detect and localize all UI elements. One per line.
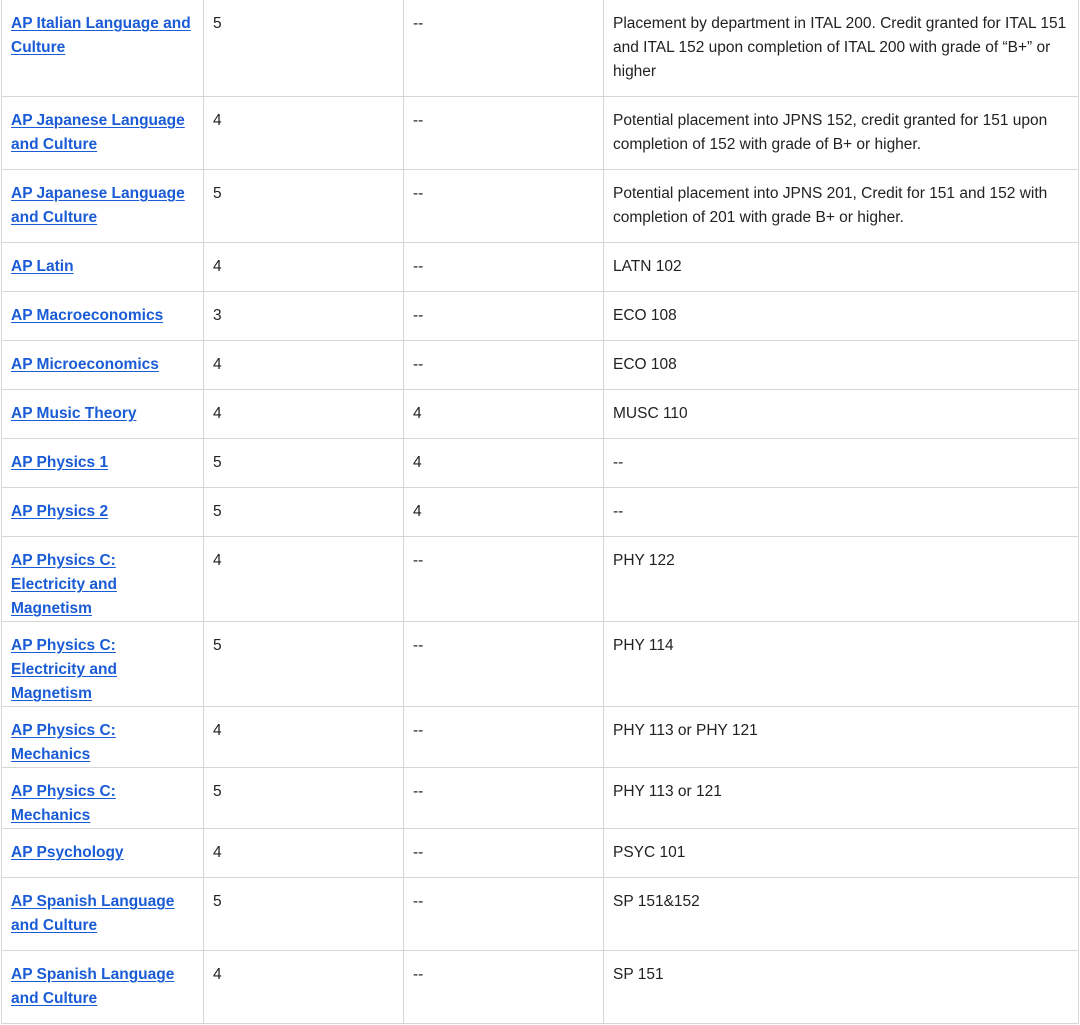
table-row <box>2 292 1079 341</box>
credit-cell: -- <box>604 439 1079 488</box>
exam-cell <box>2 878 204 951</box>
score-cell: 4 <box>204 243 404 292</box>
hours-cell: 4 <box>404 439 604 488</box>
score-cell: 4 <box>204 951 404 1024</box>
table-row <box>2 488 1079 537</box>
hours-cell: -- <box>404 97 604 170</box>
credit-cell: Potential placement into JPNS 152, credit granted for 151 upon completion of 152 with grade of B+ or higher. <box>604 97 1079 170</box>
exam-link[interactable]: AP Physics C: Electricity and Magnetism <box>11 552 117 617</box>
credit-cell: -- <box>604 488 1079 537</box>
credit-cell: Placement by department in ITAL 200. Credit granted for ITAL 151 and ITAL 152 upon completion of ITAL 200 with grade of “B+” or higher <box>604 0 1079 97</box>
hours-cell: -- <box>404 170 604 243</box>
exam-cell <box>2 768 204 829</box>
exam-link[interactable]: AP Psychology <box>11 844 124 861</box>
exam-cell <box>2 0 204 97</box>
exam-link[interactable]: AP Japanese Language and Culture <box>11 112 185 153</box>
exam-cell <box>2 537 204 622</box>
exam-cell <box>2 170 204 243</box>
table-row <box>2 622 1079 707</box>
exam-link[interactable]: AP Spanish Language and Culture <box>11 966 175 1007</box>
hours-cell: -- <box>404 707 604 768</box>
hours-cell: -- <box>404 243 604 292</box>
exam-link[interactable]: AP Physics 1 <box>11 454 109 471</box>
hours-cell: -- <box>404 0 604 97</box>
hours-cell: -- <box>404 341 604 390</box>
table-row <box>2 390 1079 439</box>
table-row <box>2 439 1079 488</box>
table-row <box>2 0 1079 97</box>
credit-cell: Potential placement into JPNS 201, Credit for 151 and 152 with completion of 201 with grade B+ or higher. <box>604 170 1079 243</box>
ap-credit-table <box>1 0 1079 1024</box>
hours-cell: -- <box>404 878 604 951</box>
exam-cell <box>2 390 204 439</box>
table-row <box>2 170 1079 243</box>
hours-cell: 4 <box>404 488 604 537</box>
table-row <box>2 537 1079 622</box>
exam-link[interactable]: AP Physics 2 <box>11 503 109 520</box>
credit-cell: PHY 113 or PHY 121 <box>604 707 1079 768</box>
table-row <box>2 97 1079 170</box>
table-row <box>2 951 1079 1024</box>
credit-cell: PHY 113 or 121 <box>604 768 1079 829</box>
score-cell: 5 <box>204 0 404 97</box>
exam-cell <box>2 622 204 707</box>
exam-cell <box>2 829 204 878</box>
exam-link[interactable]: AP Macroeconomics <box>11 307 164 324</box>
score-cell: 5 <box>204 768 404 829</box>
credit-cell: PSYC 101 <box>604 829 1079 878</box>
exam-link[interactable]: AP Italian Language and Culture <box>11 15 191 56</box>
hours-cell: -- <box>404 829 604 878</box>
credit-cell: ECO 108 <box>604 341 1079 390</box>
score-cell: 4 <box>204 537 404 622</box>
score-cell: 4 <box>204 97 404 170</box>
credit-cell: PHY 114 <box>604 622 1079 707</box>
exam-cell <box>2 951 204 1024</box>
table-row <box>2 341 1079 390</box>
table-row <box>2 878 1079 951</box>
exam-cell <box>2 707 204 768</box>
score-cell: 4 <box>204 707 404 768</box>
exam-cell <box>2 97 204 170</box>
exam-link[interactable]: AP Latin <box>11 258 74 275</box>
credit-cell: PHY 122 <box>604 537 1079 622</box>
score-cell: 5 <box>204 488 404 537</box>
credit-cell: LATN 102 <box>604 243 1079 292</box>
hours-cell: -- <box>404 622 604 707</box>
exam-cell <box>2 292 204 341</box>
exam-link[interactable]: AP Spanish Language and Culture <box>11 893 175 934</box>
hours-cell: -- <box>404 768 604 829</box>
exam-cell <box>2 341 204 390</box>
score-cell: 4 <box>204 390 404 439</box>
exam-cell <box>2 439 204 488</box>
exam-cell <box>2 243 204 292</box>
score-cell: 5 <box>204 170 404 243</box>
score-cell: 3 <box>204 292 404 341</box>
exam-link[interactable]: AP Physics C: Mechanics <box>11 783 116 824</box>
hours-cell: -- <box>404 537 604 622</box>
table-row <box>2 768 1079 829</box>
exam-cell <box>2 488 204 537</box>
credit-cell: ECO 108 <box>604 292 1079 341</box>
credit-cell: SP 151&152 <box>604 878 1079 951</box>
hours-cell: -- <box>404 292 604 341</box>
score-cell: 4 <box>204 341 404 390</box>
exam-link[interactable]: AP Microeconomics <box>11 356 159 373</box>
score-cell: 4 <box>204 829 404 878</box>
credit-cell: SP 151 <box>604 951 1079 1024</box>
exam-link[interactable]: AP Japanese Language and Culture <box>11 185 185 226</box>
score-cell: 5 <box>204 439 404 488</box>
table-row <box>2 243 1079 292</box>
exam-link[interactable]: AP Physics C: Mechanics <box>11 722 116 763</box>
hours-cell: 4 <box>404 390 604 439</box>
table-row <box>2 707 1079 768</box>
exam-link[interactable]: AP Music Theory <box>11 405 137 422</box>
table-row <box>2 829 1079 878</box>
exam-link[interactable]: AP Physics C: Electricity and Magnetism <box>11 637 117 702</box>
score-cell: 5 <box>204 622 404 707</box>
score-cell: 5 <box>204 878 404 951</box>
hours-cell: -- <box>404 951 604 1024</box>
credit-cell: MUSC 110 <box>604 390 1079 439</box>
